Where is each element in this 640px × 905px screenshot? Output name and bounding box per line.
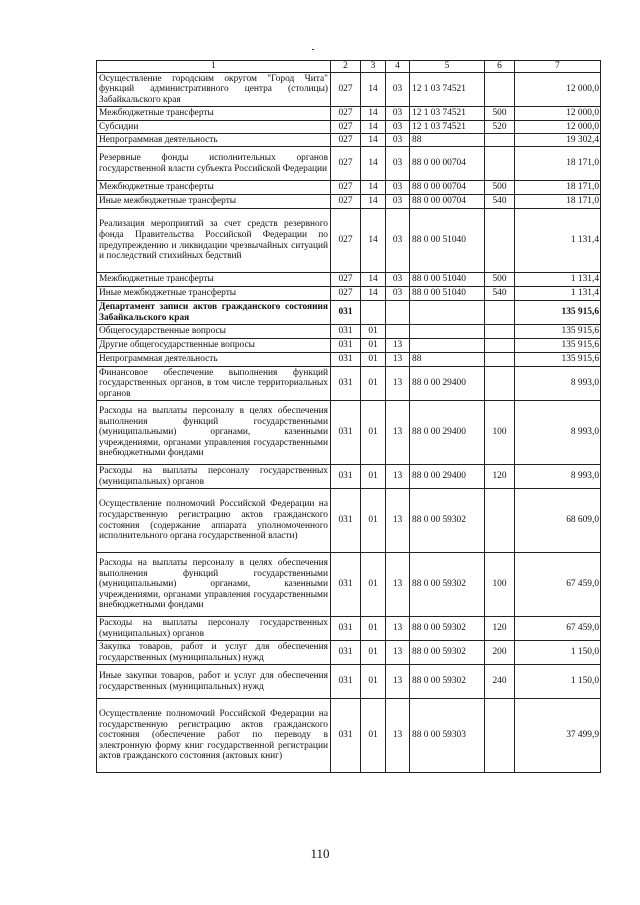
cell-amount: 1 150,0 xyxy=(515,665,601,699)
cell-amount: 18 171,0 xyxy=(515,195,601,209)
col-header-4: 4 xyxy=(386,61,410,73)
cell-name: Субсидии xyxy=(97,121,331,134)
cell-section-code: 14 xyxy=(361,147,386,181)
cell-subsection-code: 03 xyxy=(386,147,410,181)
cell-subsection-code: 03 xyxy=(386,195,410,209)
cell-ministry-code: 031 xyxy=(331,401,361,465)
cell-expense-type xyxy=(485,134,515,147)
cell-expense-type: 120 xyxy=(485,617,515,641)
cell-target-article: 88 0 00 59302 xyxy=(410,489,485,553)
cell-section-code: 14 xyxy=(361,181,386,195)
col-header-2: 2 xyxy=(331,61,361,73)
table-row xyxy=(97,665,601,699)
cell-expense-type: 520 xyxy=(485,121,515,134)
cell-subsection-code xyxy=(386,325,410,339)
cell-name: Расходы на выплаты персоналу в целях обеспечения выполнения функций государственными (муниципальными) органами, казенными учреждениями, органами управления государственными внебюджетными фондами xyxy=(97,401,331,465)
table-row xyxy=(97,353,601,367)
cell-name: Расходы на выплаты персоналу государственных (муниципальных) органов xyxy=(97,465,331,489)
cell-ministry-code: 027 xyxy=(331,195,361,209)
cell-name: Непрограммная деятельность xyxy=(97,134,331,147)
table-row xyxy=(97,553,601,617)
col-header-7: 7 xyxy=(515,61,601,73)
cell-target-article: 12 1 03 74521 xyxy=(410,107,485,121)
cell-amount: 19 302,4 xyxy=(515,134,601,147)
cell-ministry-code: 027 xyxy=(331,121,361,134)
cell-ministry-code: 031 xyxy=(331,699,361,773)
cell-expense-type xyxy=(485,489,515,553)
cell-target-article: 88 0 00 59302 xyxy=(410,641,485,665)
cell-subsection-code: 13 xyxy=(386,699,410,773)
cell-section-code: 01 xyxy=(361,401,386,465)
cell-name: Иные закупки товаров, работ и услуг для обеспечения государственных (муниципальных) нужд xyxy=(97,665,331,699)
cell-expense-type: 200 xyxy=(485,641,515,665)
page-number: 110 xyxy=(310,846,330,861)
cell-subsection-code: 03 xyxy=(386,273,410,287)
cell-ministry-code: 031 xyxy=(331,553,361,617)
cell-name: Межбюджетные трансферты xyxy=(97,273,331,287)
cell-ministry-code: 031 xyxy=(331,617,361,641)
cell-expense-type xyxy=(485,73,515,107)
cell-ministry-code: 031 xyxy=(331,489,361,553)
cell-target-article: 88 0 00 00704 xyxy=(410,181,485,195)
cell-name: Непрограммная деятельность xyxy=(97,353,331,367)
table-row xyxy=(97,147,601,181)
cell-subsection-code: 13 xyxy=(386,353,410,367)
cell-name: Иные межбюджетные трансферты xyxy=(97,195,331,209)
cell-target-article: 88 0 00 59302 xyxy=(410,553,485,617)
cell-amount: 8 993,0 xyxy=(515,367,601,401)
table-row xyxy=(97,465,601,489)
cell-expense-type xyxy=(485,325,515,339)
cell-amount: 1 131,4 xyxy=(515,287,601,301)
cell-subsection-code: 13 xyxy=(386,665,410,699)
cell-target-article: 88 0 00 29400 xyxy=(410,367,485,401)
cell-section-code: 01 xyxy=(361,617,386,641)
cell-target-article: 88 xyxy=(410,353,485,367)
cell-ministry-code: 031 xyxy=(331,339,361,353)
table-row xyxy=(97,181,601,195)
cell-subsection-code: 03 xyxy=(386,134,410,147)
table-row xyxy=(97,367,601,401)
cell-target-article: 88 0 00 51040 xyxy=(410,209,485,273)
cell-ministry-code: 027 xyxy=(331,73,361,107)
cell-subsection-code: 03 xyxy=(386,107,410,121)
cell-subsection-code: 03 xyxy=(386,121,410,134)
cell-target-article xyxy=(410,339,485,353)
cell-name: Иные межбюджетные трансферты xyxy=(97,287,331,301)
cell-amount: 135 915,6 xyxy=(515,325,601,339)
cell-subsection-code: 03 xyxy=(386,73,410,107)
cell-section-code: 01 xyxy=(361,353,386,367)
table-row xyxy=(97,301,601,325)
cell-section-code: 01 xyxy=(361,699,386,773)
col-header-3: 3 xyxy=(361,61,386,73)
cell-amount: 1 150,0 xyxy=(515,641,601,665)
cell-section-code: 01 xyxy=(361,641,386,665)
cell-expense-type xyxy=(485,147,515,181)
cell-section-code: 01 xyxy=(361,339,386,353)
cell-amount: 18 171,0 xyxy=(515,147,601,181)
cell-name: Закупка товаров, работ и услуг для обеспечения государственных (муниципальных) нужд xyxy=(97,641,331,665)
col-header-6: 6 xyxy=(485,61,515,73)
cell-ministry-code: 031 xyxy=(331,353,361,367)
cell-section-code: 01 xyxy=(361,665,386,699)
cell-ministry-code: 027 xyxy=(331,287,361,301)
cell-section-code: 01 xyxy=(361,465,386,489)
cell-expense-type: 500 xyxy=(485,273,515,287)
cell-subsection-code: 13 xyxy=(386,401,410,465)
cell-expense-type xyxy=(485,339,515,353)
cell-subsection-code: 13 xyxy=(386,465,410,489)
cell-amount: 67 459,0 xyxy=(515,553,601,617)
cell-target-article: 88 0 00 51040 xyxy=(410,287,485,301)
cell-subsection-code: 13 xyxy=(386,553,410,617)
cell-name: Осуществление полномочий Российской Федерации на государственную регистрацию актов гражданского состояния (содержание аппарата уполномоченного исполнительного органа государственной власти) xyxy=(97,489,331,553)
cell-name: Осуществление городским округом "Город Чита" функций административного центра (столицы) Забайкальского края xyxy=(97,73,331,107)
table-row xyxy=(97,699,601,773)
cell-expense-type: 540 xyxy=(485,195,515,209)
table-row xyxy=(97,134,601,147)
cell-name: Межбюджетные трансферты xyxy=(97,181,331,195)
cell-target-article xyxy=(410,325,485,339)
table-row xyxy=(97,121,601,134)
table-row xyxy=(97,73,601,107)
cell-section-code: 01 xyxy=(361,553,386,617)
cell-ministry-code: 027 xyxy=(331,273,361,287)
cell-target-article: 88 0 00 29400 xyxy=(410,401,485,465)
cell-section-code: 01 xyxy=(361,489,386,553)
cell-name: Финансовое обеспечение выполнения функций государственных органов, в том числе территориальных органов xyxy=(97,367,331,401)
table-body xyxy=(97,73,601,773)
cell-amount: 135 915,6 xyxy=(515,353,601,367)
cell-target-article: 88 0 00 59303 xyxy=(410,699,485,773)
cell-amount: 12 000,0 xyxy=(515,73,601,107)
table-row xyxy=(97,641,601,665)
cell-name: Расходы на выплаты персоналу в целях обеспечения выполнения функций государственными (муниципальными) органами, казенными учреждениями, органами управления государственными внебюджетными фондами xyxy=(97,553,331,617)
cell-expense-type xyxy=(485,699,515,773)
cell-section-code: 14 xyxy=(361,195,386,209)
cell-target-article: 88 0 00 59302 xyxy=(410,617,485,641)
cell-ministry-code: 031 xyxy=(331,465,361,489)
cell-amount: 68 609,0 xyxy=(515,489,601,553)
cell-ministry-code: 031 xyxy=(331,301,361,325)
cell-subsection-code: 13 xyxy=(386,641,410,665)
cell-subsection-code: 03 xyxy=(386,209,410,273)
cell-ministry-code: 027 xyxy=(331,107,361,121)
cell-section-code: 14 xyxy=(361,107,386,121)
cell-subsection-code: 13 xyxy=(386,489,410,553)
cell-ministry-code: 031 xyxy=(331,641,361,665)
cell-target-article: 88 0 00 29400 xyxy=(410,465,485,489)
cell-section-code: 14 xyxy=(361,121,386,134)
cell-amount: 18 171,0 xyxy=(515,181,601,195)
cell-ministry-code: 031 xyxy=(331,325,361,339)
cell-amount: 8 993,0 xyxy=(515,401,601,465)
table-row xyxy=(97,489,601,553)
cell-expense-type: 100 xyxy=(485,401,515,465)
cell-amount: 8 993,0 xyxy=(515,465,601,489)
cell-name: Расходы на выплаты персоналу государственных (муниципальных) органов xyxy=(97,617,331,641)
table-row xyxy=(97,107,601,121)
cell-section-code: 14 xyxy=(361,287,386,301)
cell-expense-type: 500 xyxy=(485,107,515,121)
col-header-5: 5 xyxy=(410,61,485,73)
cell-ministry-code: 031 xyxy=(331,665,361,699)
cell-subsection-code: 13 xyxy=(386,617,410,641)
cell-amount: 1 131,4 xyxy=(515,209,601,273)
cell-subsection-code: 03 xyxy=(386,181,410,195)
cell-target-article: 88 0 00 00704 xyxy=(410,147,485,181)
cell-target-article: 88 0 00 51040 xyxy=(410,273,485,287)
cell-name: Осуществление полномочий Российской Федерации на государственную регистрацию актов гражданского состояния (обеспечение работ по переводу в электронную форму книг государственной регистрации актов гражданского состояния (актовых книг) xyxy=(97,699,331,773)
table-row xyxy=(97,273,601,287)
cell-subsection-code: 13 xyxy=(386,339,410,353)
table-row xyxy=(97,325,601,339)
cell-section-code xyxy=(361,301,386,325)
cell-expense-type xyxy=(485,353,515,367)
cell-target-article: 12 1 03 74521 xyxy=(410,121,485,134)
cell-name: Другие общегосударственные вопросы xyxy=(97,339,331,353)
cell-expense-type xyxy=(485,301,515,325)
cell-ministry-code: 027 xyxy=(331,147,361,181)
col-header-1: 1 xyxy=(97,61,331,73)
cell-section-code: 14 xyxy=(361,73,386,107)
table-row xyxy=(97,339,601,353)
cell-name: Межбюджетные трансферты xyxy=(97,107,331,121)
cell-amount: 135 915,6 xyxy=(515,301,601,325)
cell-name: Реализация мероприятий за счет средств резервного фонда Правительства Российской Федерации по предупреждению и ликвидации чрезвычайных ситуаций и последствий стихийных бедствий xyxy=(97,209,331,273)
cell-section-code: 14 xyxy=(361,273,386,287)
cell-amount: 1 131,4 xyxy=(515,273,601,287)
table-row xyxy=(97,401,601,465)
cell-section-code: 14 xyxy=(361,209,386,273)
cell-amount: 135 915,6 xyxy=(515,339,601,353)
cell-target-article: 12 1 03 74521 xyxy=(410,73,485,107)
scan-speck xyxy=(312,49,314,50)
cell-expense-type: 500 xyxy=(485,181,515,195)
cell-amount: 67 459,0 xyxy=(515,617,601,641)
cell-target-article: 88 0 00 59302 xyxy=(410,665,485,699)
cell-target-article: 88 0 00 00704 xyxy=(410,195,485,209)
cell-name: Общегосударственные вопросы xyxy=(97,325,331,339)
table-row xyxy=(97,287,601,301)
cell-name: Департамент записи актов гражданского состояния Забайкальского края xyxy=(97,301,331,325)
table-row xyxy=(97,209,601,273)
cell-ministry-code: 027 xyxy=(331,209,361,273)
cell-amount: 12 000,0 xyxy=(515,121,601,134)
cell-ministry-code: 027 xyxy=(331,134,361,147)
cell-expense-type: 240 xyxy=(485,665,515,699)
cell-amount: 12 000,0 xyxy=(515,107,601,121)
budget-table xyxy=(96,60,601,773)
cell-expense-type xyxy=(485,367,515,401)
cell-name: Резервные фонды исполнительных органов государственной власти субъекта Российской Федерации xyxy=(97,147,331,181)
cell-target-article: 88 xyxy=(410,134,485,147)
cell-expense-type: 120 xyxy=(485,465,515,489)
cell-expense-type: 100 xyxy=(485,553,515,617)
cell-amount: 37 499,9 xyxy=(515,699,601,773)
table-row xyxy=(97,617,601,641)
header-row xyxy=(97,61,601,73)
cell-section-code: 01 xyxy=(361,325,386,339)
cell-section-code: 14 xyxy=(361,134,386,147)
cell-subsection-code: 03 xyxy=(386,287,410,301)
table-row xyxy=(97,195,601,209)
cell-expense-type: 540 xyxy=(485,287,515,301)
cell-ministry-code: 027 xyxy=(331,181,361,195)
cell-section-code: 01 xyxy=(361,367,386,401)
cell-subsection-code: 13 xyxy=(386,367,410,401)
cell-expense-type xyxy=(485,209,515,273)
cell-subsection-code xyxy=(386,301,410,325)
cell-ministry-code: 031 xyxy=(331,367,361,401)
cell-target-article xyxy=(410,301,485,325)
